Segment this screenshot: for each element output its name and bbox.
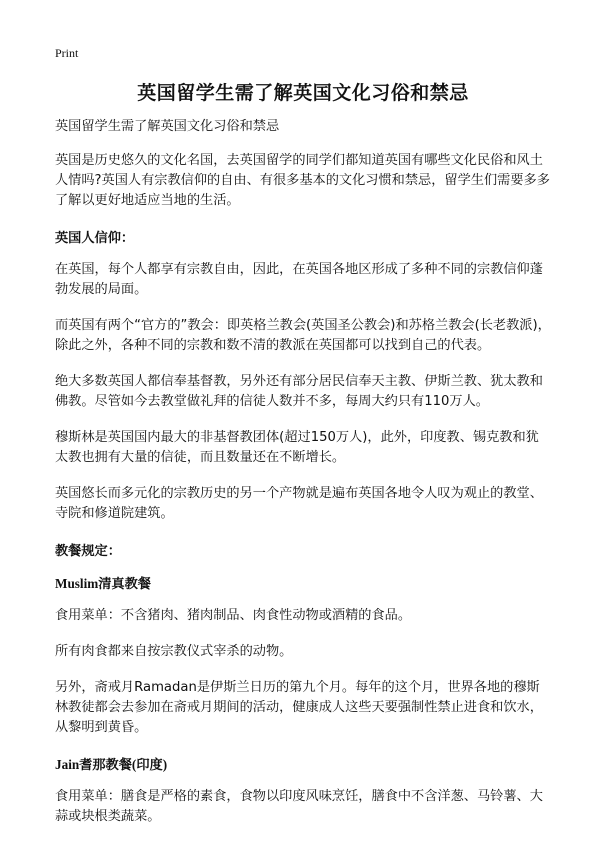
muslim-paragraph: 食用菜单：不含猪肉、猪肉制品、肉食性动物或酒精的食品。 <box>55 608 412 623</box>
jain-paragraph: 食用菜单：膳食是严格的素食，食物以印度风味烹饪，膳食中不含洋葱、马铃薯、大蒜或块根类蔬菜。 <box>55 789 543 824</box>
subheading-jain-meal: Jain耆那教餐(印度) <box>55 757 168 772</box>
article-subtitle: 英国留学生需了解英国文化习俗和禁忌 <box>55 119 280 134</box>
section-heading-beliefs: 英国人信仰： <box>55 231 135 246</box>
subheading-muslim-meal: Muslim清真教餐 <box>55 576 151 591</box>
muslim-paragraph: 所有肉食都来自按宗教仪式宰杀的动物。 <box>55 644 293 659</box>
muslim-paragraph: 另外，斋戒月Ramadan是伊斯兰日历的第九个月。每年的这个月，世界各地的穆斯林教徒都会去参加在斋戒月期间的活动，健康成人这些天要强制性禁止进食和饮水，从黎明到黄昏。 <box>55 680 543 735</box>
section-heading-meal-rules: 教餐规定： <box>55 544 121 559</box>
print-link[interactable]: Print <box>55 46 79 60</box>
intro-paragraph: 英国是历史悠久的文化名国，去英国留学的同学们都知道英国有哪些文化民俗和风土人情吗?英国人有宗教信仰的自由、有很多基本的文化习惯和禁忌，留学生们需要多多了解以更好地适应当地的生活。 <box>55 153 550 208</box>
beliefs-paragraph: 绝大多数英国人都信奉基督教，另外还有部分居民信奉天主教、伊斯兰教、犹太教和佛教。尽管如今去教堂做礼拜的信徒人数并不多，每周大约只有110万人。 <box>55 374 543 409</box>
beliefs-paragraph: 英国悠长而多元化的宗教历史的另一个产物就是遍布英国各地令人叹为观止的教堂、寺院和修道院建筑。 <box>55 486 543 521</box>
beliefs-paragraph: 穆斯林是英国国内最大的非基督教团体(超过150万人)，此外，印度教、锡克教和犹太教也拥有大量的信徒，而且数量还在不断增长。 <box>55 430 539 465</box>
beliefs-paragraph: 在英国，每个人都享有宗教自由，因此，在英国各地区形成了多种不同的宗教信仰蓬勃发展的局面。 <box>55 262 543 297</box>
beliefs-paragraph: 而英国有两个“官方的”教会：即英格兰教会(英国圣公教会)和苏格兰教会(长老教派)，除此之外，各种不同的宗教和数不清的教派在英国都可以找到自己的代表。 <box>55 318 551 353</box>
page-title: 英国留学生需了解英国文化习俗和禁忌 <box>137 82 469 104</box>
article <box>55 78 551 843</box>
